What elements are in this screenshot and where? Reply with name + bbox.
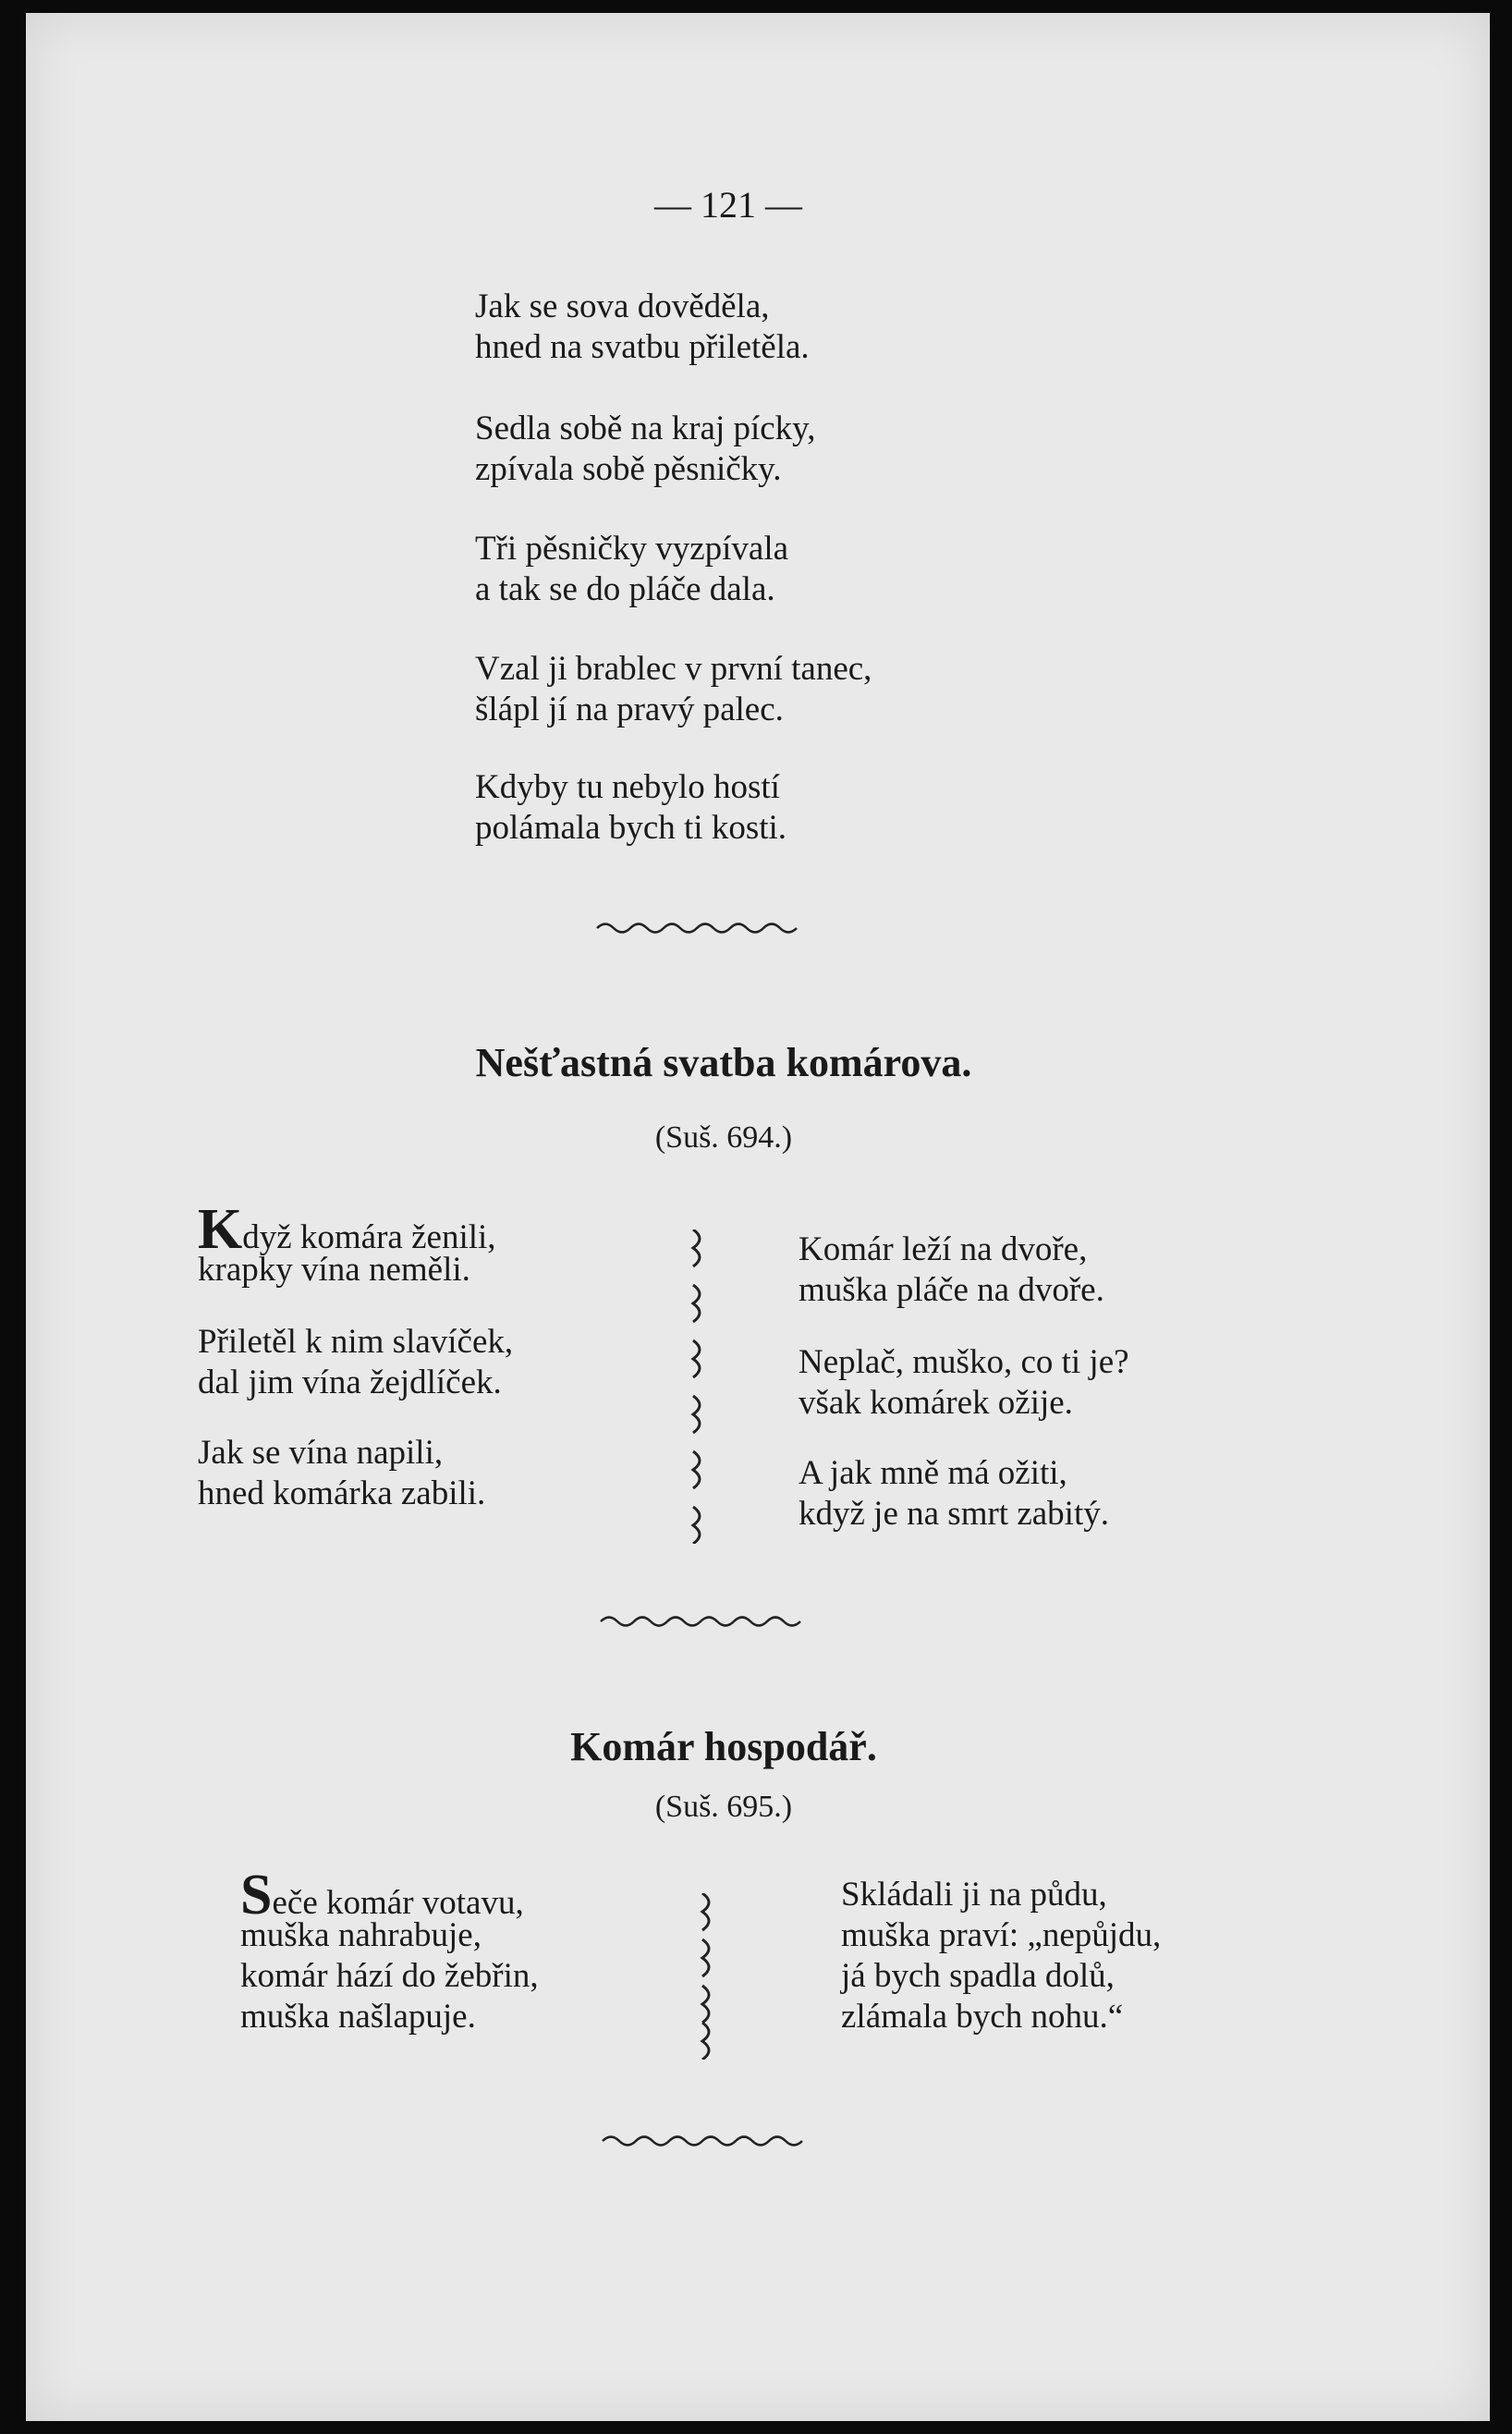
wavy-separator xyxy=(595,917,802,937)
top-poem-stanza xyxy=(475,529,788,610)
poem-line: muška pláče na dvoře. xyxy=(799,1271,1104,1309)
drop-cap: K xyxy=(198,1198,243,1261)
poem-line: krapky vína neměli. xyxy=(198,1251,470,1289)
poem-line-text: eče komár votavu, xyxy=(272,1884,524,1922)
poem-line xyxy=(198,1198,496,1261)
song-title: Nešťastná svatba komárova. xyxy=(475,1040,972,1085)
song1-right-stanza xyxy=(799,1229,1104,1311)
poem-line: muška praví: „nepůjdu, xyxy=(841,1916,1162,1954)
song2-right-stanza xyxy=(841,1875,1161,2037)
wavy-separator xyxy=(599,1610,806,1631)
drop-cap: S xyxy=(240,1864,273,1926)
poem-line: Tři pěsničky vyzpívala xyxy=(475,530,789,568)
poem-line: a tak se do pláče dala. xyxy=(475,570,775,608)
poem-line: muška nahrabuje, xyxy=(240,1916,482,1954)
song2-left-stanza xyxy=(240,1864,539,2037)
song1-left-stanza xyxy=(198,1198,496,1290)
top-poem xyxy=(475,287,810,368)
poem-line xyxy=(240,1864,539,1926)
song1-left-stanza xyxy=(198,1433,485,1514)
wavy-separator xyxy=(601,2130,808,2150)
poem-line: komár hází do žebřin, xyxy=(240,1957,539,1995)
page-number: — 121 — xyxy=(654,184,802,226)
poem-line: však komárek ožije. xyxy=(799,1384,1073,1422)
song1-left-stanza xyxy=(198,1322,513,1403)
poem-line: polámala bych ti kosti. xyxy=(475,809,787,847)
column-brace xyxy=(684,1229,712,1544)
top-poem-stanza xyxy=(475,409,816,490)
top-poem-stanza xyxy=(475,649,872,730)
poem-line: dal jim vína žejdlíček. xyxy=(198,1364,502,1401)
poem-line: zpívala sobě pěsničky. xyxy=(475,450,782,488)
poem-line: Kdyby tu nebylo hostí xyxy=(475,768,780,806)
poem-line: Přiletěl k nim slavíček, xyxy=(198,1323,514,1361)
song1-right-stanza xyxy=(799,1342,1129,1424)
poem-line: když je na smrt zabitý. xyxy=(799,1495,1109,1533)
poem-line: Sedla sobě na kraj pícky, xyxy=(475,410,816,447)
poem-line: zlámala bych nohu.“ xyxy=(841,1998,1124,2036)
poem-line: Jak se sova dověděla, xyxy=(475,287,770,325)
book-page xyxy=(26,13,1490,2421)
song1-right-stanza xyxy=(799,1453,1109,1535)
poem-line: já bych spadla dolů, xyxy=(841,1957,1115,1995)
poem-line: hned komárka zabili. xyxy=(198,1474,486,1512)
poem-line: muška našlapuje. xyxy=(240,1998,476,2036)
poem-line: A jak mně má ožiti, xyxy=(799,1454,1067,1492)
poem-line: šlápl jí na pravý palec. xyxy=(475,691,784,728)
poem-line: hned na svatbu přiletěla. xyxy=(475,328,810,366)
column-brace xyxy=(693,1893,721,2060)
song-title: Komár hospodář. xyxy=(570,1724,877,1769)
poem-line: Jak se vína napili, xyxy=(198,1434,444,1472)
poem-line: Skládali ji na půdu, xyxy=(841,1876,1107,1914)
poem-line: Komár leží na dvoře, xyxy=(799,1230,1088,1268)
song-reference: (Suš. 695.) xyxy=(654,1790,793,1824)
poem-line-text: dyž komára ženili, xyxy=(242,1218,496,1256)
top-poem-stanza xyxy=(475,767,786,849)
poem-line: Vzal ji brablec v první tanec, xyxy=(475,650,872,688)
poem-line: Neplač, muško, co ti je? xyxy=(799,1343,1129,1381)
song-reference: (Suš. 694.) xyxy=(654,1120,793,1155)
